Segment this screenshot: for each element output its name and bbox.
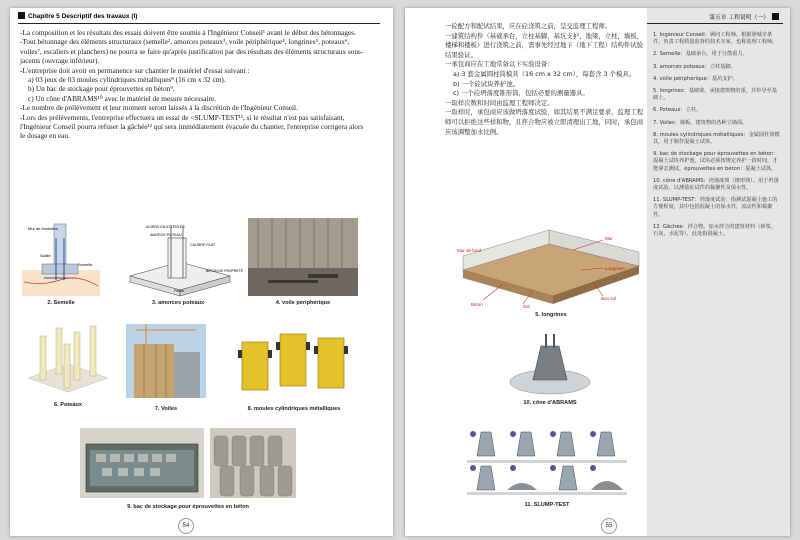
notes-sidebar	[647, 8, 790, 536]
note-item: 8. moules cylindriques métalliques：金属圆柱筒模具，用于制作混凝土试体。	[653, 131, 780, 146]
right-header	[647, 12, 783, 24]
note-item: 10. cône d'ABRAMS：坍落度筒（锥形筒）。用于坍落度试验，以测量砼试件的黏聚性及保水性。	[653, 177, 779, 192]
left-header-text: Chapitre 5 Descriptif des travaux (I)	[28, 13, 138, 20]
moules-figure	[234, 324, 354, 398]
paragraph: -Tout bétonnage des éléments structuraux (semelle², amorces poteaux³, voile périphérique⁴, longrines⁵, poteaux⁶, voiles⁷, escaliers et planchers) ne pourra se faire qu'après justification par des résultats des éléments structuraux sous-jacents (ouvrage inférieur).	[20, 37, 364, 66]
label-saillie: Saillie	[40, 253, 51, 258]
note-item: 6. Poteaux：立柱。	[653, 107, 702, 114]
header-block-icon	[18, 12, 25, 19]
label-mur-fond: Mur de fond	[457, 248, 482, 253]
list-item: c) Un cône d'ABRAMS¹⁰ avec le matériel de mesure nécessaire.	[28, 93, 216, 103]
label-beton: Béton	[471, 302, 483, 307]
label-aciers: ACIERS EN ATTENTES	[146, 225, 185, 229]
paragraph: -Lors des prélèvements, l'entreprise effectuera un essai de <SLUMP-TEST¹¹, si le résultat n'est pas satisfaisant, l'Ingénieur Conseil pourra refuser la gâchée¹² qui sera immédiatement évacuée du chantier, l'entreprise corrigera alors le dosage en eau.	[20, 112, 364, 141]
label-longrines: Longrines	[605, 266, 625, 271]
cone-abrams-figure	[505, 330, 595, 396]
note-item: 9. bac de stockage pour éprouvettes en béton：混凝土试块养护池。试块必须按规定养护一段时间，才能拿去测试。éprouvettes en béton：混凝土试体。	[653, 151, 779, 172]
caption-amorces: 3. amorces poteaux	[151, 300, 205, 306]
page-number: 55	[601, 518, 617, 534]
label-sol: Sol	[523, 304, 530, 309]
list-item: b) 一个砼试块养护池。	[453, 79, 520, 88]
label-beton: BÉTON DE PROPRETÉ	[206, 269, 243, 273]
list-item: c) 一个砼坍落度锥形筒，包括必要的测量器具。	[453, 89, 589, 98]
label-bon-sol: Bon sol	[601, 296, 617, 301]
eprouvettes-figure	[210, 428, 296, 498]
page-number: 54	[178, 518, 194, 534]
bac-stockage-figure	[80, 428, 204, 498]
left-page	[10, 8, 393, 536]
caption-voile: 4. voile périphérique	[275, 300, 331, 306]
paragraph: -Le nombre de prélèvement et leur moment seront laissés à la discrétion de l'Ingénieur Conseil.	[20, 103, 298, 113]
list-item: a) 3 套金属圆柱筒模具（16 cm x 32 cm），每套含 3 个模具。	[453, 69, 636, 78]
caption-longrines: 5. longrines	[535, 312, 567, 318]
header-block-icon	[772, 13, 779, 20]
paragraph: 一砼配方和配试结果，应在砼浇筑之前，呈交监理工程师。	[445, 22, 612, 30]
left-body-text	[20, 28, 365, 141]
note-item: 1. Ingénieur Conseil：顾问工程师。根据驿城市条件，负责工程质量监督的技术专家，也称监理工程师。	[653, 32, 778, 46]
amorces-poteaux-figure	[120, 220, 243, 296]
paragraph: -La composition et les résultats des essais doivent être soumis à l'Ingénieur Conseil¹ avant le début des bétonnages.	[20, 28, 356, 37]
right-header-text: 第五章 工程说明（一）	[709, 15, 769, 21]
note-item: 3. amorces poteaux：立柱基脚。	[653, 63, 736, 70]
note-item: 5. longrines：基础梁。承接建筑物的重，并传导至基础上。	[653, 88, 777, 102]
paragraph: 一承包商应在工地常备以下实验设备：	[445, 60, 554, 69]
poteaux-figure	[28, 320, 108, 396]
label-amorce: AMORCE POTEAU	[150, 233, 182, 237]
list-item: b) Un bac de stockage pour éprouvettes en béton⁹.	[28, 84, 175, 94]
list-item: a) 03 jeux de 03 moules cylindriques métalliques⁸ (16 cm x 32 cm).	[28, 75, 226, 85]
caption-poteaux: 6. Poteaux	[54, 402, 82, 408]
note-item: 12. Gâchée：拌合物。加水拌合的建筑材料（砂浆，石灰，水泥等），此处指混凝土。	[653, 223, 776, 238]
note-item: 4. voile périphérique：基坑支护。	[653, 75, 738, 82]
note-item: 11. SLUMP-TEST：坍落度试验：指测试混凝土施工的方便程度，其中包括混凝土的保水性，流动性和黏聚性。	[653, 197, 778, 218]
caption-voiles: 7. Voiles	[154, 406, 178, 412]
note-item: 7. Voiles：墙板。建筑物的各种立墙面。	[653, 119, 748, 126]
paragraph: 一取样次数和时间由监理工程师决定。	[445, 98, 554, 107]
caption-moules: 8. moules cylindriques métalliques	[247, 406, 341, 412]
voiles-figure	[126, 324, 206, 398]
voile-peripherique-figure	[248, 218, 358, 296]
footnotes	[653, 32, 781, 243]
paragraph: 一取样时，承包商应该做坍落度试验，如其结果不满足要求，监理工程师可以拒绝这些样和物，且拌合物应被立即清理出工地，同时，承包商应该调整加水比例。	[445, 108, 644, 136]
longrines-figure	[453, 220, 649, 308]
label-mur-fondation: Mur de fondation	[28, 226, 59, 231]
caption-cone: 10. cône d'ABRAMS	[523, 400, 577, 406]
label-mur: Mur	[605, 236, 613, 241]
left-header	[18, 12, 380, 24]
label-semelle: Semelle	[78, 262, 93, 267]
note-item: 2. Semelle：基础承台。用于分散重力。	[653, 51, 748, 58]
caption-slump: 11. SLUMP-TEST	[524, 502, 570, 508]
label-calibre: CALIBRE PLAT	[190, 243, 216, 247]
caption-bac: 9. bac de stockage pour éprouvettes en béton	[127, 504, 249, 510]
right-body-text	[445, 22, 649, 137]
slump-test-figure	[467, 426, 627, 496]
caption-semelle: 2. Semelle	[47, 300, 75, 306]
paragraph: -L'entreprise doit avoir en permanence sur chantier le matériel d'essai suivant :	[20, 65, 250, 75]
label-fastur: Fastur	[174, 289, 185, 293]
semelle-figure	[22, 220, 100, 296]
paragraph: 一建筑结构件（基础承台，立柱基脚，基坑支护，地梁，立柱，墙板，楼梯和楼板）进行浇筑之前，需事先经过地下（地下工程）结构件试验结果验证。	[445, 31, 644, 59]
right-page	[405, 8, 790, 536]
